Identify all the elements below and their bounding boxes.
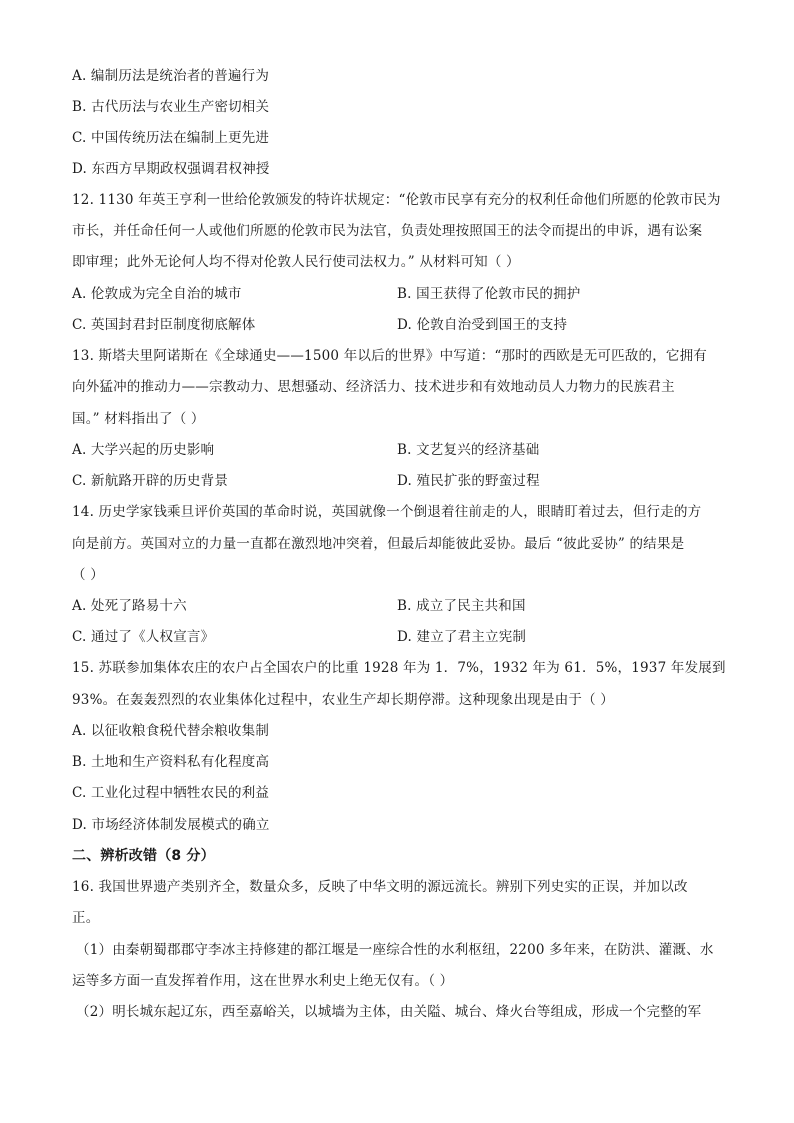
q15-option-d: D. 市场经济体制发展模式的确立 <box>72 817 270 833</box>
q16-stem-line2: 正。 <box>72 910 100 926</box>
q16-item2-line1: （2）明长城东起辽东，西至嘉峪关，以城墙为主体，由关隘、城台、烽火台等组成，形成一个完整的军 <box>76 1004 702 1020</box>
q13-option-c: C. 新航路开辟的历史背景 <box>72 473 229 489</box>
q16-stem-line1: 16. 我国世界遗产类别齐全，数量众多，反映了中华文明的源远流长。辨别下列史实的正误，并加以改 <box>72 879 688 895</box>
q14-option-b: B. 成立了民主共和国 <box>397 598 526 614</box>
q13-option-d: D. 殖民扩张的野蛮过程 <box>397 473 540 489</box>
q13-stem-line2: 向外猛冲的推动力——宗教动力、思想骚动、经济活力、技术进步和有效地动员人力物力的民族君主 <box>72 379 675 395</box>
q13-stem-line1: 13. 斯塔夫里阿诺斯在《全球通史——1500 年以后的世界》中写道：“那时的西欧是无可匹敌的，它拥有 <box>72 348 708 364</box>
q12-stem-line1: 12. 1130 年英王亨利一世给伦敦颁发的特许状规定：“伦敦市民享有充分的权利任命他们所愿的伦敦市民为 <box>72 192 721 208</box>
q15-stem-line1: 15. 苏联参加集体农庄的农户占全国农户的比重 1928 年为 1．7%，1932 年为 61．5%，1937 年发展到 <box>72 660 726 676</box>
q11-option-c: C. 中国传统历法在编制上更先进 <box>72 130 270 146</box>
q11-option-b: B. 古代历法与农业生产密切相关 <box>72 99 270 115</box>
q11-option-a: A. 编制历法是统治者的普遍行为 <box>72 68 270 84</box>
q16-item1-line2: 运等多方面一直发挥着作用，这在世界水利史上绝无仅有。（ ） <box>72 973 454 989</box>
q12-option-b: B. 国王获得了伦敦市民的拥护 <box>397 286 581 302</box>
q12-stem-line3: 即审理；此外无论何人均不得对伦敦人民行使司法权力。” 从材料可知（ ） <box>72 254 520 270</box>
section-heading: 二、辨析改错（8 分） <box>72 848 215 864</box>
q14-option-a: A. 处死了路易十六 <box>72 598 187 614</box>
q12-option-a: A. 伦敦成为完全自治的城市 <box>72 286 242 302</box>
q15-option-c: C. 工业化过程中牺牲农民的利益 <box>72 785 270 801</box>
q13-stem-line3: 国。” 材料指出了（ ） <box>72 411 205 427</box>
q16-item1-line1: （1）由秦朝蜀郡郡守李冰主持修建的都江堰是一座综合性的水利枢纽，2200 多年来，在防洪、灌溉、水 <box>76 942 714 958</box>
q14-stem-line2: 向是前方。英国对立的力量一直都在激烈地冲突着，但最后却能彼此妥协。最后 “彼此妥协” 的结果是 <box>72 536 685 552</box>
q15-stem-line2: 93%。在轰轰烈烈的农业集体化过程中，农业生产却长期停滞。这种现象出现是由于（ ） <box>72 692 614 708</box>
q13-option-b: B. 文艺复兴的经济基础 <box>397 442 540 458</box>
q15-option-b: B. 土地和生产资料私有化程度高 <box>72 754 270 770</box>
q12-option-c: C. 英国封君封臣制度彻底解体 <box>72 317 256 333</box>
q14-option-d: D. 建立了君主立宪制 <box>397 629 527 645</box>
q12-option-d: D. 伦敦自治受到国王的支持 <box>397 317 568 333</box>
q12-stem-line2: 市长，并任命任何一人或他们所愿的伦敦市民为法官，负责处理按照国王的法令而提出的申诉，遇有讼案 <box>72 223 703 239</box>
q14-stem-line1: 14. 历史学家钱乘旦评价英国的革命时说，英国就像一个倒退着往前走的人，眼睛盯着过去，但行走的方 <box>72 504 702 520</box>
q15-option-a: A. 以征收粮食税代替余粮收集制 <box>72 723 270 739</box>
q11-option-d: D. 东西方早期政权强调君权神授 <box>72 161 270 177</box>
q13-option-a: A. 大学兴起的历史影响 <box>72 442 215 458</box>
q14-stem-line3: （ ） <box>72 567 104 583</box>
q14-option-c: C. 通过了《人权宣言》 <box>72 629 215 645</box>
